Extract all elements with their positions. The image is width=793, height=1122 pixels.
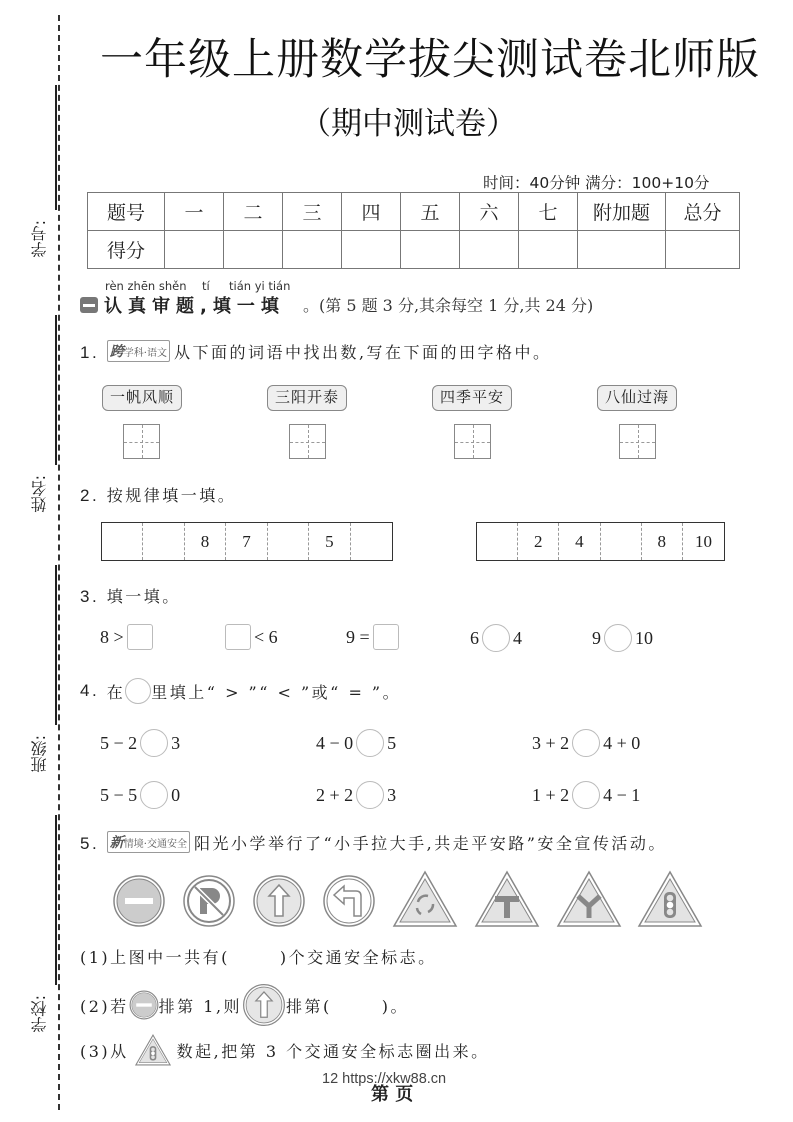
row-header-score: 得分: [88, 231, 165, 269]
expr-left: 5 − 2: [100, 732, 138, 753]
tian-grid-box[interactable]: [619, 424, 656, 459]
score-cell[interactable]: [401, 231, 460, 269]
name-field[interactable]: [18, 315, 58, 525]
expr-left: 9: [592, 627, 601, 648]
sequence-cell: 7: [226, 523, 267, 560]
expr-left: 6: [470, 627, 479, 648]
column-header: 附加题: [578, 193, 666, 231]
subquestion-1: [80, 945, 437, 968]
name-label: 姓名:: [30, 475, 49, 513]
section-heading: 认真审题,填一填: [104, 296, 285, 317]
roundabout-warning-sign-icon: [392, 870, 458, 928]
turn-left-sign-icon: [322, 874, 376, 928]
sequence-cell[interactable]: [477, 523, 518, 560]
score-table-score-row: [88, 231, 740, 269]
question-5: [80, 831, 667, 854]
subquestion-text: 排第 1,则: [158, 996, 243, 1016]
score-cell[interactable]: [224, 231, 283, 269]
section-note: 。(第 5 题 3 分,其余每空 1 分,共 24 分): [303, 296, 594, 315]
page-subtitle: （期中测试卷）: [300, 106, 517, 142]
tian-grid-box[interactable]: [454, 424, 491, 459]
tag-rest: 情境·交通安全: [123, 839, 187, 850]
subquestion-text: )。: [381, 996, 410, 1016]
student-id-field[interactable]: [18, 85, 58, 270]
compare-item: [100, 781, 180, 809]
column-header: 四: [342, 193, 401, 231]
expr-right: 0: [171, 784, 181, 805]
column-header: 一: [165, 193, 224, 231]
straight-ahead-sign-icon: [242, 983, 286, 1027]
expr-right: < 6: [254, 626, 278, 647]
tag-rest: 学科·语文: [123, 348, 167, 359]
compare-item: [470, 624, 522, 652]
idiom-card: 一帆风顺: [102, 385, 182, 411]
cross-subject-tag: [107, 340, 170, 362]
pinyin-annotation: tián yi tián: [229, 279, 291, 293]
number-sequence-2: [476, 522, 725, 561]
circle-icon: [125, 678, 151, 704]
tian-grid-box[interactable]: [123, 424, 160, 459]
score-table: [87, 192, 740, 269]
question-3: [80, 584, 181, 607]
question-number: 2.: [80, 486, 100, 505]
column-header: 总分: [666, 193, 740, 231]
class-line: [55, 565, 57, 725]
tag-main: 新: [109, 835, 124, 851]
section-one-icon: [80, 297, 98, 313]
tian-grid-box[interactable]: [289, 424, 326, 459]
page-number: 第 页: [371, 1084, 414, 1105]
question-text: 里填上“ > ”“ < ”或“ = ”。: [151, 682, 402, 702]
question-text: 在: [106, 682, 126, 702]
tag-main: 跨: [109, 344, 124, 360]
score-cell[interactable]: [519, 231, 578, 269]
school-field[interactable]: [18, 815, 58, 1045]
idiom-card: 四季平安: [432, 385, 512, 411]
no-entry-sign-icon: [129, 990, 159, 1020]
question-number: 3.: [80, 587, 100, 606]
sequence-cell[interactable]: [143, 523, 184, 560]
answer-circle[interactable]: [572, 729, 600, 757]
sequence-cell: 8: [642, 523, 683, 560]
sequence-cell[interactable]: [268, 523, 309, 560]
student-id-line: [55, 85, 57, 210]
expr-right: 4 + 0: [603, 732, 641, 753]
expr-left: 9 =: [346, 626, 370, 647]
score-cell[interactable]: [342, 231, 401, 269]
answer-circle[interactable]: [356, 729, 384, 757]
expr-left: 8 >: [100, 626, 124, 647]
answer-box[interactable]: [225, 624, 251, 650]
column-header: 三: [283, 193, 342, 231]
no-entry-sign-icon: [112, 874, 166, 928]
subquestion-text: (1)上图中一共有(: [80, 948, 230, 967]
sequence-cell: 4: [559, 523, 600, 560]
no-parking-sign-icon: [182, 874, 236, 928]
expr-left: 3 + 2: [532, 732, 570, 753]
class-label: 班级:: [30, 735, 49, 773]
score-cell[interactable]: [460, 231, 519, 269]
answer-circle[interactable]: [140, 729, 168, 757]
exam-meta: 时间：40分钟 满分：100+10分: [483, 174, 710, 192]
expr-left: 1 + 2: [532, 784, 570, 805]
school-line: [55, 815, 57, 985]
subquestion-text: (2)若: [80, 996, 129, 1016]
straight-ahead-sign-icon: [252, 874, 306, 928]
fill-item: [225, 624, 278, 650]
question-text: 阳光小学举行了“小手拉大手,共走平安路”安全宣传活动。: [193, 834, 667, 853]
pinyin-annotation: tí: [202, 279, 210, 293]
expr-right: 10: [635, 627, 653, 648]
page-title: 一年级上册数学拔尖测试卷北师版: [100, 35, 760, 85]
student-id-label: 学号:: [30, 220, 49, 258]
compare-item: [100, 729, 180, 757]
answer-circle[interactable]: [572, 781, 600, 809]
question-1: [80, 340, 552, 363]
name-line: [55, 315, 57, 465]
answer-circle[interactable]: [140, 781, 168, 809]
subquestion-text: )个交通安全标志。: [279, 948, 437, 967]
footer-link[interactable]: 12 https://xkw88.cn: [322, 1071, 447, 1087]
idiom-card: 八仙过海: [597, 385, 677, 411]
subquestion-text: 数起,把第 3 个交通安全标志圈出来。: [176, 1041, 490, 1061]
answer-circle[interactable]: [356, 781, 384, 809]
sequence-cell: 8: [185, 523, 226, 560]
row-header-question: 题号: [88, 193, 165, 231]
question-number: 1.: [80, 343, 100, 362]
idiom-card: 三阳开泰: [267, 385, 347, 411]
traffic-light-warning-sign-icon: [637, 870, 703, 928]
compare-item: [532, 729, 640, 757]
score-cell[interactable]: [578, 231, 666, 269]
sequence-cell[interactable]: [601, 523, 642, 560]
expr-right: 4: [513, 627, 522, 648]
expr-left: 2 + 2: [316, 784, 354, 805]
compare-item: [316, 729, 396, 757]
subquestion-text: 排第(: [286, 996, 332, 1016]
number-sequence-1: [101, 522, 393, 561]
subquestion-3: [80, 1034, 490, 1066]
answer-box[interactable]: [373, 624, 399, 650]
column-header: 六: [460, 193, 519, 231]
sequence-cell[interactable]: [102, 523, 143, 560]
answer-circle[interactable]: [482, 624, 510, 652]
class-field[interactable]: [18, 565, 58, 785]
answer-box[interactable]: [127, 624, 153, 650]
fill-item: [100, 624, 153, 650]
score-cell[interactable]: [283, 231, 342, 269]
column-header: 五: [401, 193, 460, 231]
compare-item: [316, 781, 396, 809]
question-text: 填一填。: [106, 587, 181, 606]
fill-item: [346, 624, 399, 650]
sequence-cell: 5: [309, 523, 350, 560]
subquestion-text: (3)从: [80, 1041, 129, 1061]
question-text: 按规律填一填。: [106, 486, 237, 505]
sequence-cell: 10: [694, 532, 712, 551]
question-text: 从下面的词语中找出数,写在下面的田字格中。: [173, 343, 552, 362]
expr-right: 3: [171, 732, 181, 753]
expr-left: 4 − 0: [316, 732, 354, 753]
expr-left: 5 − 5: [100, 784, 138, 805]
expr-right: 4 − 1: [603, 784, 641, 805]
question-number: 4.: [80, 681, 100, 700]
pinyin-annotation: rèn zhēn shěn: [105, 279, 187, 293]
answer-circle[interactable]: [604, 624, 632, 652]
question-4: [80, 678, 401, 704]
y-junction-warning-sign-icon: [556, 870, 622, 928]
question-2: [80, 483, 236, 506]
column-header: 七: [519, 193, 578, 231]
score-cell[interactable]: [165, 231, 224, 269]
subquestion-2: [80, 983, 409, 1027]
t-junction-warning-sign-icon: [474, 870, 540, 928]
binding-dashed-line: [58, 15, 60, 1110]
column-header: 二: [224, 193, 283, 231]
score-cell[interactable]: [666, 231, 740, 269]
scenario-tag: [107, 831, 190, 853]
traffic-light-warning-sign-icon: [133, 1034, 173, 1066]
compare-item: [592, 624, 653, 652]
compare-item: [532, 781, 640, 809]
school-label: 学校:: [30, 995, 49, 1033]
question-number: 5.: [80, 834, 100, 853]
sequence-cell[interactable]: [351, 523, 392, 560]
expr-right: 3: [387, 784, 397, 805]
expr-right: 5: [387, 732, 397, 753]
score-table-header-row: [88, 193, 740, 231]
sequence-cell: 2: [518, 523, 559, 560]
